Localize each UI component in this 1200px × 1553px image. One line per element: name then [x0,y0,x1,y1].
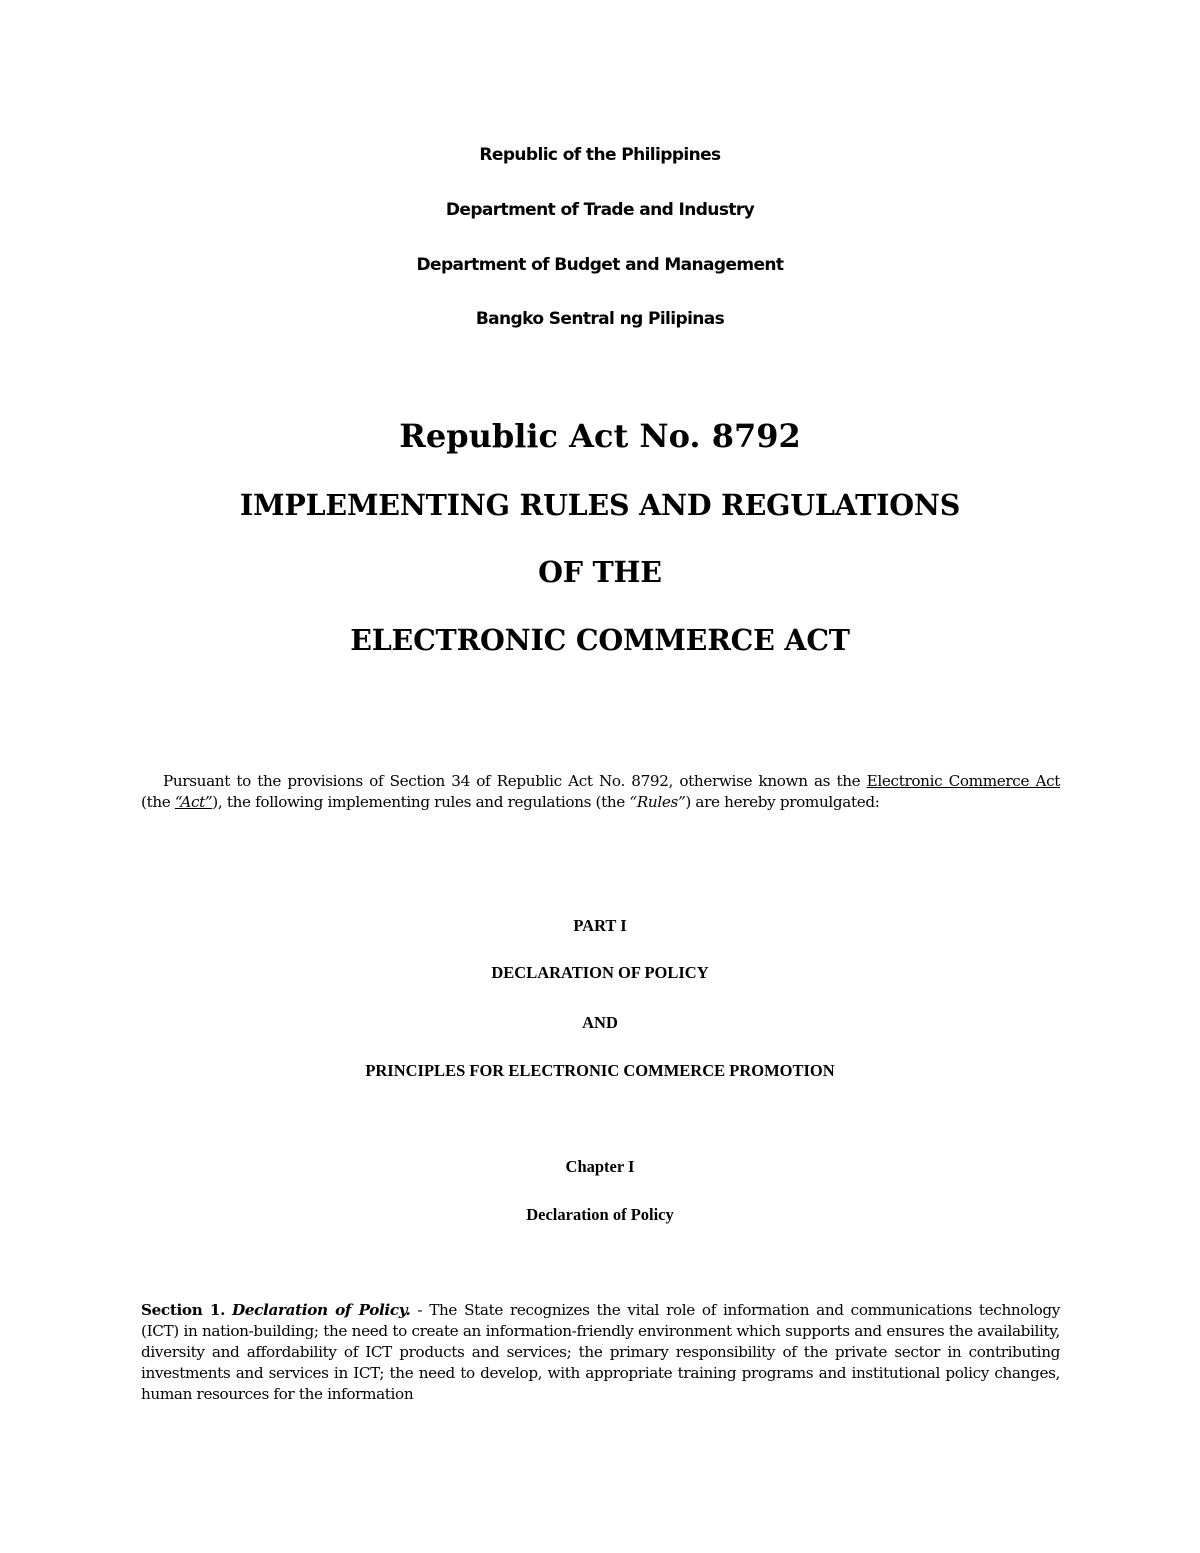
header-dbm: Department of Budget and Management [416,255,784,275]
part-heading-line1: DECLARATION OF POLICY [491,963,709,982]
part-label: PART I [573,916,627,935]
section-1-text: - The State recognizes the vital role of information and communications technology (ICT) in nation-building; the need to create an information-friendly environment which supports and ensures the availability, diversity and affordability of ICT products and services; the primary responsibility of the private sector in contributing investments and services in ICT; the need to develop, with appropriate training programs and institutional policy changes, human resources for the information [141,1301,1061,1403]
irr-title-line1: IMPLEMENTING RULES AND REGULATIONS [239,488,961,522]
part-heading-line2: AND [582,1013,618,1032]
header-bsp: Bangko Sentral ng Pilipinas [475,309,725,329]
intro-text-mid2: ), the following implementing rules and regulations (the [212,793,630,811]
chapter-label: Chapter I [565,1157,635,1176]
intro-paragraph [141,771,1060,813]
intro-text-mid1: (the [141,793,175,811]
part-heading-line3: PRINCIPLES FOR ELECTRONIC COMMERCE PROMOTION [365,1061,835,1080]
section-1-label: Section 1. [141,1301,226,1319]
irr-title-line2: OF THE [538,555,662,589]
header-dti: Department of Trade and Industry [445,200,755,220]
intro-act-short: “Act” [174,793,213,811]
intro-text-before: Pursuant to the provisions of Section 34 of Republic Act No. 8792, otherwise known as the [163,772,867,790]
act-number-title: Republic Act No. 8792 [399,417,801,455]
irr-title-line3: ELECTRONIC COMMERCE ACT [350,623,850,657]
section-1-title: Declaration of Policy. [232,1301,411,1319]
section-1-paragraph [141,1300,1060,1405]
intro-text-after: ) are hereby promulgated: [685,793,880,811]
chapter-title: Declaration of Policy [526,1205,674,1224]
intro-act-name: Electronic Commerce Act [866,772,1060,790]
intro-rules-short: “Rules” [629,793,686,811]
header-republic: Republic of the Philippines [479,145,721,165]
